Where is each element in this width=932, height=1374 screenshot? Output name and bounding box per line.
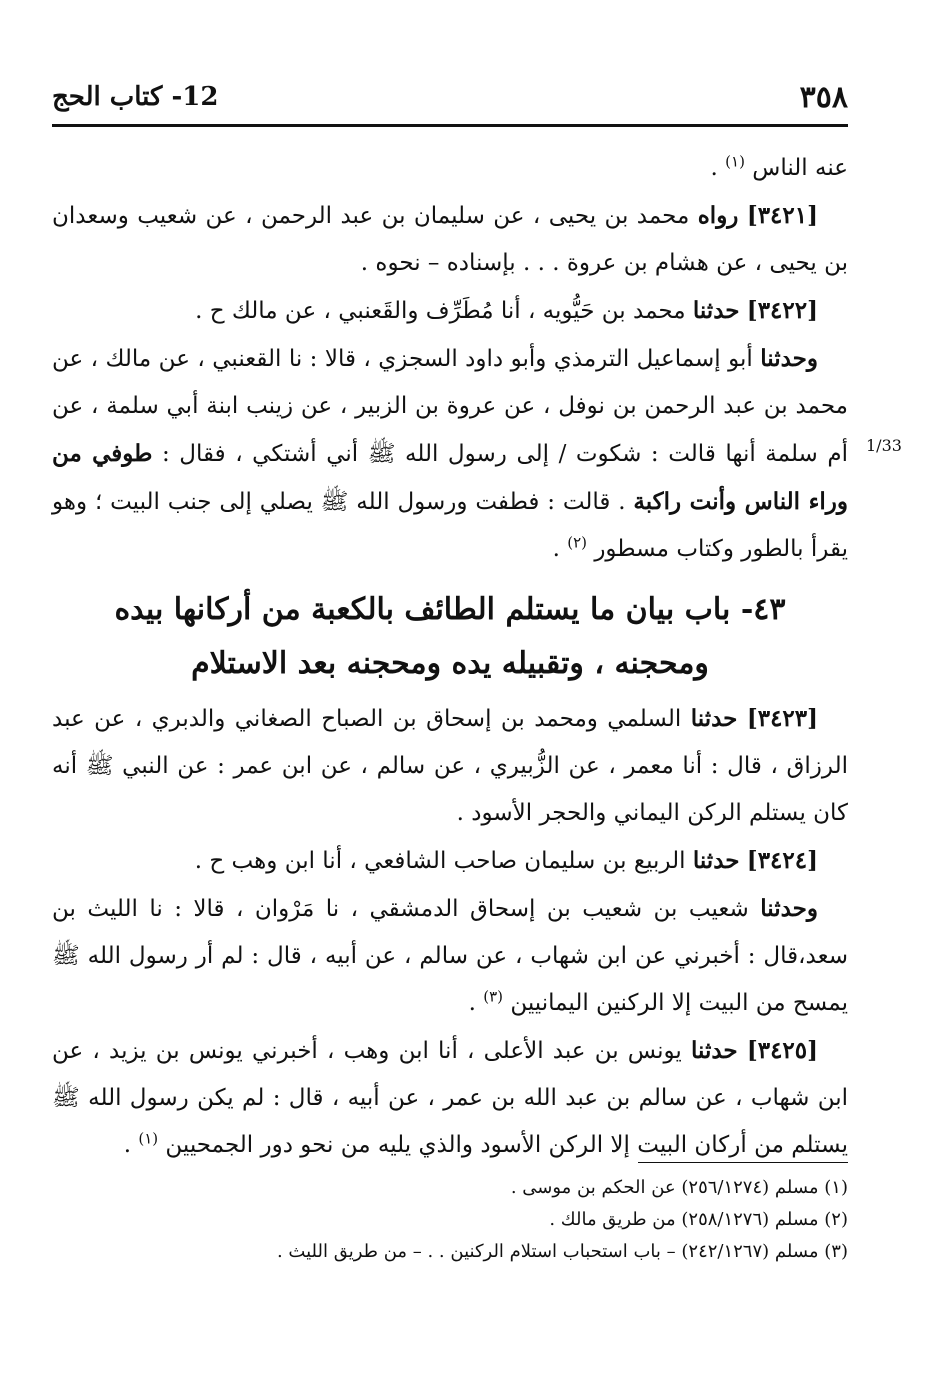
paragraph-end: . xyxy=(710,155,718,181)
hadith-lead-word: حدثنا xyxy=(691,1037,738,1064)
hadith-lead-word: وحدثنا xyxy=(760,345,818,372)
main-text xyxy=(52,145,848,1169)
hadith-3421 xyxy=(52,192,848,287)
hadith-text: السلمي ومحمد بن إسحاق بن الصباح الصغاني والدبري ، عن عبد الرزاق ، قال : أنا معمر ، عن الزُّبيري ، عن سالم ، عن ابن عمر : عن النبي ﷺ أنه كان يستلم الركن اليماني والحجر الأسود . xyxy=(52,706,848,826)
running-title: 12- كتاب الحج xyxy=(52,82,219,112)
hadith-3425 xyxy=(52,1027,848,1169)
footnote-ref: (١) xyxy=(725,152,745,171)
hadith-number: [٣٤٢٤] xyxy=(746,847,818,874)
hadith-text-continued: . قالت : فطفت ورسول الله ﷺ يصلي إلى جنب البيت ؛ وهو يقرأ بالطور وكتاب مسطور xyxy=(52,489,848,562)
paragraph-continuation xyxy=(52,145,848,192)
footnote: (١) مسلم (٢٥٦/١٢٧٤) عن الحكم بن موسى . xyxy=(510,1177,848,1198)
hadith-number: [٣٤٢٥] xyxy=(746,1037,819,1064)
page-header xyxy=(52,70,848,122)
chapter-heading-line: ومحجنه ، وتقبيله يده ومحجنه بعد الاستلام xyxy=(191,646,709,681)
hadith-3422 xyxy=(52,287,848,335)
hadith-3424-second-chain xyxy=(52,885,848,1027)
footnote-ref: (١) xyxy=(138,1129,159,1148)
page-number: ٣٥٨ xyxy=(799,80,848,115)
chapter-heading xyxy=(52,583,848,691)
footnote-ref: (٣) xyxy=(483,987,503,1006)
hadith-number: [٣٤٢٣] xyxy=(746,705,819,732)
hadith-text: شعيب بن شعيب بن إسحاق الدمشقي ، نا مَرْوان ، قالا : نا الليث بن سعد،قال : أخبرني عن ابن شهاب ، عن سالم ، عن أبيه ، قال : لم أر رسول الله ﷺ يمسح من البيت إلا الركنين اليمانيين xyxy=(52,896,848,1016)
paragraph-end: . xyxy=(123,1132,132,1158)
footnotes xyxy=(52,1172,848,1268)
hadith-text: الربيع بن سليمان صاحب الشافعي ، أنا ابن وهب ح . xyxy=(194,848,686,874)
hadith-text: محمد بن يحيى ، عن سليمان بن عبد الرحمن ، عن شعيب وسعدان بن يحيى ، عن هشام بن عروة . . . بإسناده – نحوه . xyxy=(52,203,848,276)
hadith-lead-word: رواه xyxy=(697,202,739,229)
chapter-heading-line: ٤٣- باب بيان ما يستلم الطائف بالكعبة من أركانها بيده xyxy=(114,592,786,627)
paragraph-end: . xyxy=(468,990,476,1016)
hadith-text: يونس بن عبد الأعلى ، أنا ابن وهب ، أخبرني يونس بن يزيد ، عن ابن شهاب ، عن سالم بن عبد الله بن عمر ، عن أبيه ، قال : لم يكن رسول الله ﷺ يستلم من أركان البيت إلا الركن الأسود والذي يليه من نحو دور الجمحيين xyxy=(52,1038,848,1158)
paragraph-end: . xyxy=(552,536,560,562)
hadith-3422-second-chain xyxy=(52,335,848,573)
hadith-3424 xyxy=(52,837,848,885)
footnote-ref: (٢) xyxy=(567,533,587,552)
hadith-3423 xyxy=(52,695,848,837)
footnote: (٢) مسلم (٢٥٨/١٢٧٦) من طريق مالك . xyxy=(549,1209,848,1230)
hadith-number: [٣٤٢١] xyxy=(746,202,819,229)
hadith-lead-word: حدثنا xyxy=(692,297,740,324)
prophetic-saying: طوفي من وراء الناس وأنت راكبة xyxy=(52,440,848,515)
footnote-separator xyxy=(638,1162,848,1163)
margin-reference: 1/33 xyxy=(866,436,902,455)
hadith-lead-word: حدثنا xyxy=(690,705,738,732)
hadith-number: [٣٤٢٢] xyxy=(746,297,818,324)
footnote: (٣) مسلم (٢٤٢/١٢٦٧) – باب استحباب استلام الركنين . . – من طريق الليث . xyxy=(276,1241,848,1262)
hadith-lead-word: حدثنا xyxy=(692,847,740,874)
paragraph-text: عنه الناس xyxy=(752,155,848,181)
hadith-text: أبو إسماعيل الترمذي وأبو داود السجزي ، قالا : نا القعنبي ، عن مالك ، عن محمد بن عبد الرحمن بن نوفل ، عن عروة بن الزبير ، عن زينب ابنة أبي سلمة ، عن أم سلمة أنها قالت : شكوت / إلى رسول الله ﷺ أني أشتكي ، فقال : xyxy=(52,346,849,467)
hadith-lead-word: وحدثنا xyxy=(760,895,818,922)
hadith-text: محمد بن حَيُّويه ، أنا مُطَرِّف والقَعنبي ، عن مالك ح . xyxy=(195,298,686,324)
header-rule xyxy=(52,124,848,127)
